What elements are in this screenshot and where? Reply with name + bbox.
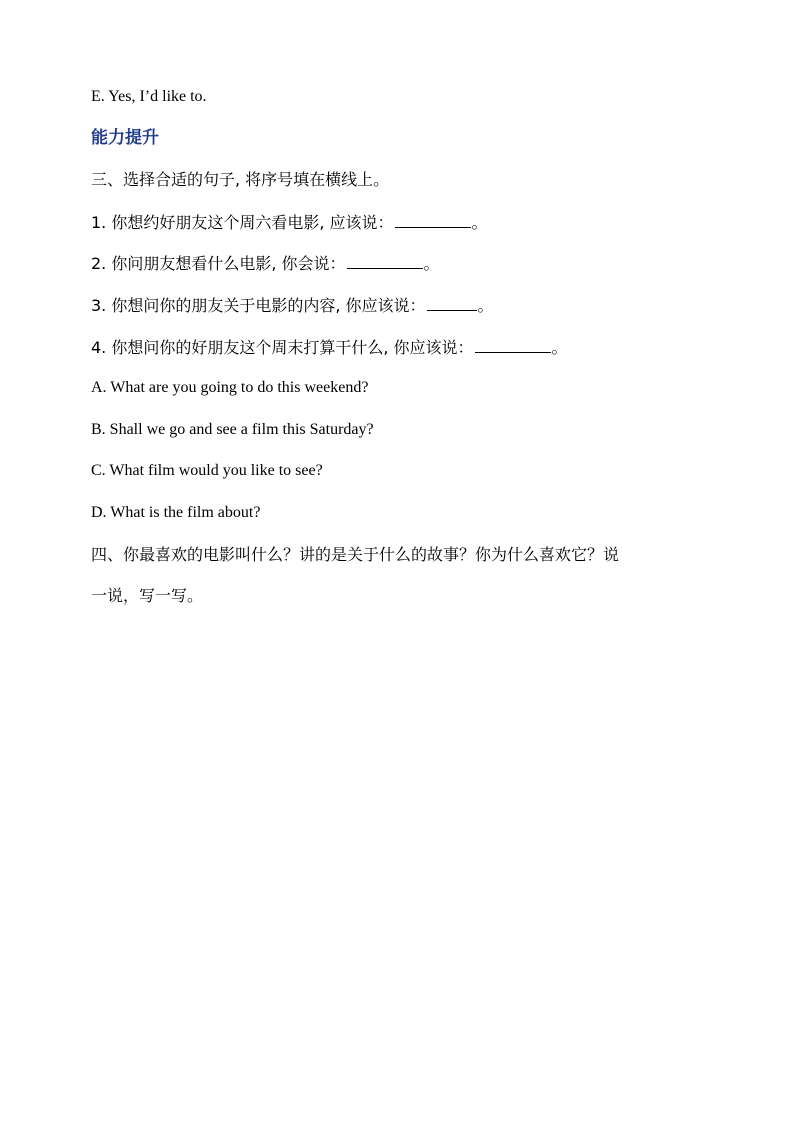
part3-instruction: 三、选择合适的句子, 将序号填在横线上。	[91, 170, 390, 189]
question-3-text: 3. 你想问你的朋友关于电影的内容, 你应该说：	[91, 296, 426, 315]
question-4-end: 。	[551, 338, 568, 357]
question-4-text: 4. 你想问你的好朋友这个周末打算干什么, 你应该说：	[91, 338, 474, 357]
answer-blank-2[interactable]	[347, 254, 423, 269]
option-b: B. Shall we go and see a film this Saturday?	[91, 421, 374, 438]
answer-blank-3[interactable]	[427, 296, 477, 311]
option-c: C. What film would you like to see?	[91, 462, 323, 479]
option-d: D. What is the film about?	[91, 504, 261, 521]
part4-prompt-line-1: 四、你最喜欢的电影叫什么？讲的是关于什么的故事？你为什么喜欢它？说	[91, 545, 620, 564]
section-heading: 能力提升	[91, 128, 159, 148]
question-3	[91, 296, 494, 316]
question-3-end: 。	[477, 296, 494, 315]
question-2-end: 。	[423, 254, 440, 273]
option-e: E. Yes, I’d like to.	[91, 88, 207, 105]
answer-blank-4[interactable]	[475, 338, 551, 353]
question-1-end: 。	[471, 213, 488, 232]
question-1	[91, 213, 488, 233]
part4-prompt-line-2: 一说，写一写。	[91, 586, 204, 605]
option-a: A. What are you going to do this weekend?	[91, 379, 369, 396]
question-2	[91, 254, 440, 274]
question-2-text: 2. 你问朋友想看什么电影, 你会说：	[91, 254, 346, 273]
question-1-text: 1. 你想约好朋友这个周六看电影, 应该说：	[91, 213, 394, 232]
answer-blank-1[interactable]	[395, 213, 471, 228]
question-4	[91, 338, 568, 358]
